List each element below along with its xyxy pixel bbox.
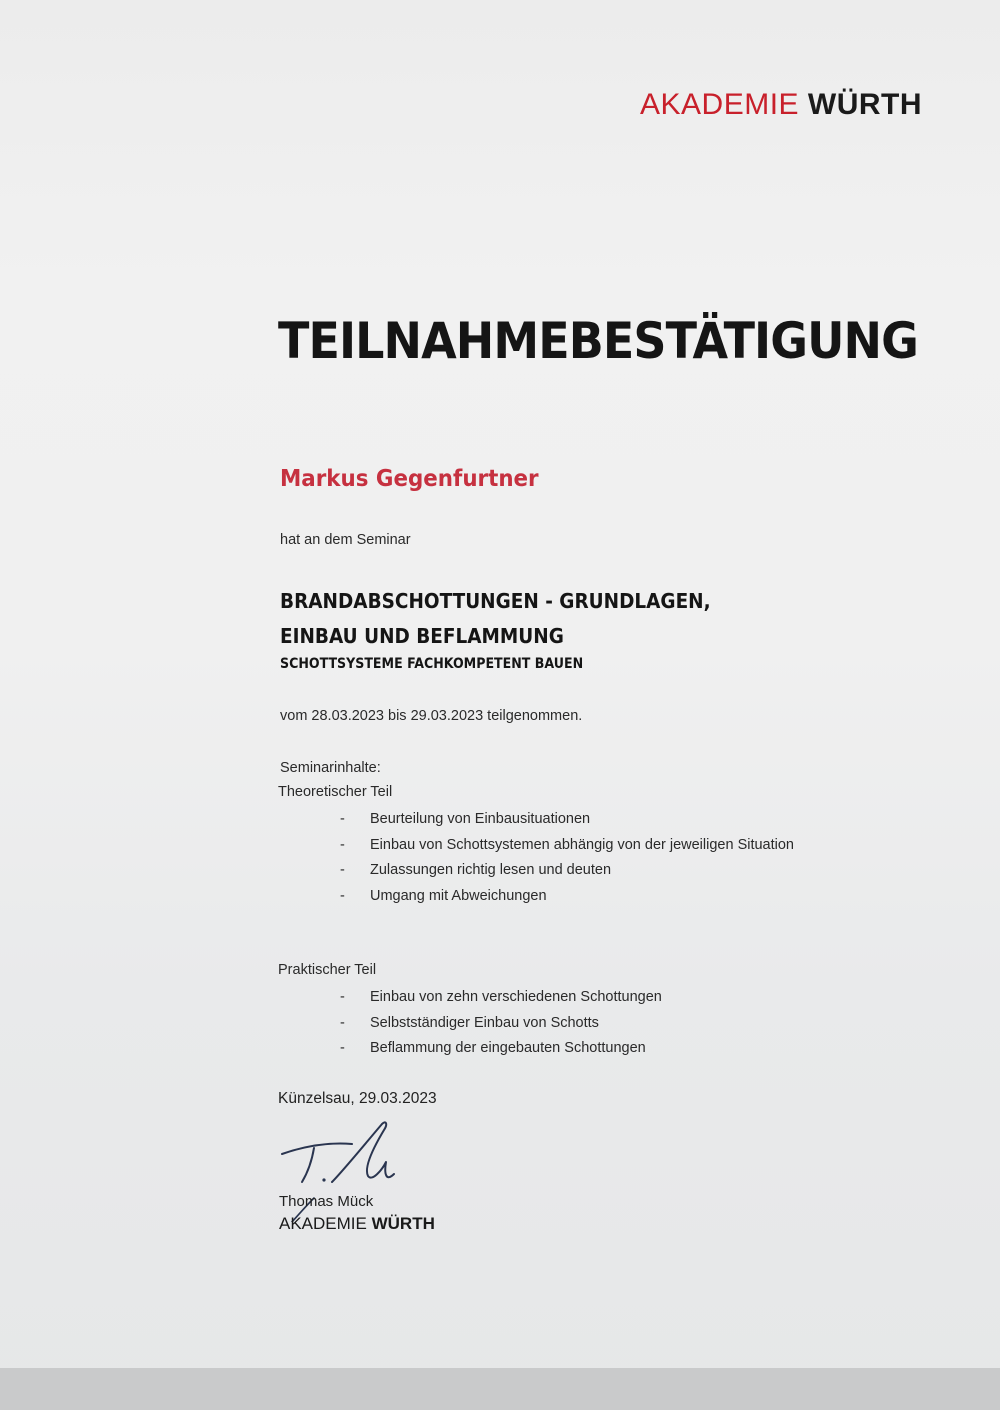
- signer-org-part-akademie: AKADEMIE: [279, 1214, 367, 1233]
- theory-list: [340, 811, 794, 913]
- list-item: - Selbstständiger Einbau von Schotts: [340, 1014, 599, 1031]
- list-item: - Beflammung der eingebauten Schottungen: [340, 1040, 646, 1056]
- page-bottom-edge: [0, 1368, 1000, 1410]
- place-date: Künzelsau, 29.03.2023: [278, 1090, 437, 1107]
- seminar-dates: vom 28.03.2023 bis 29.03.2023 teilgenommen.: [280, 708, 583, 724]
- seminar-title: BRANDABSCHOTTUNGEN - GRUNDLAGEN, EINBAU UND BEFLAMMUNG: [280, 589, 711, 648]
- list-item: - Beurteilung von Einbausituationen: [340, 811, 591, 827]
- signer-organisation: [279, 1214, 435, 1234]
- list-item: - Einbau von zehn verschiedenen Schottungen: [340, 989, 662, 1005]
- intro-text: hat an dem Seminar: [280, 532, 411, 548]
- participant-name: Markus Gegenfurtner: [280, 466, 539, 492]
- practice-heading: Praktischer Teil: [278, 962, 377, 978]
- list-item: - Einbau von Schottsystemen abhängig von der jeweiligen Situation: [340, 836, 794, 853]
- seminar-subtitle: SCHOTTSYSTEME FACHKOMPETENT BAUEN: [280, 656, 584, 672]
- list-item: - Zulassungen richtig lesen und deuten: [340, 862, 612, 878]
- practice-list: [340, 989, 662, 1066]
- document-title: TEILNAHMEBESTÄTIGUNG: [278, 312, 918, 370]
- signer-name: Thomas Mück: [279, 1193, 374, 1210]
- theory-heading: Theoretischer Teil: [278, 784, 393, 800]
- signer-org-part-wuerth: WÜRTH: [371, 1214, 435, 1233]
- list-item: - Umgang mit Abweichungen: [340, 887, 547, 904]
- header-logo: [640, 88, 922, 122]
- logo-part-akademie: AKADEMIE: [640, 88, 800, 121]
- logo-part-wuerth: WÜRTH: [807, 88, 923, 121]
- contents-label: Seminarinhalte:: [280, 760, 381, 776]
